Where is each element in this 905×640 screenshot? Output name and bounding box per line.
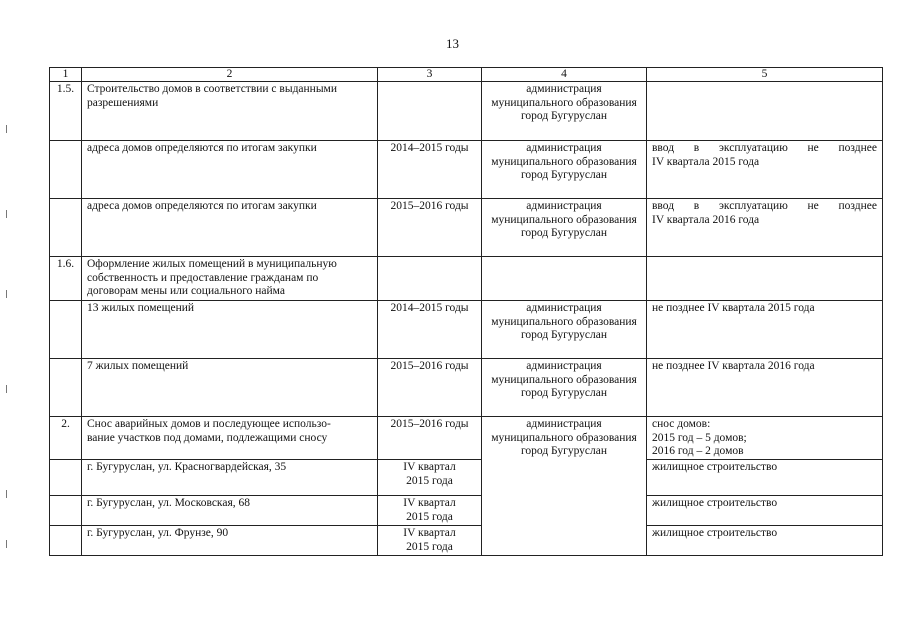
row-period bbox=[378, 257, 482, 301]
binding-mark bbox=[6, 540, 7, 548]
row-result: не позднее IV квартала 2016 года bbox=[647, 359, 883, 417]
header-cell-5: 5 bbox=[647, 68, 883, 82]
row-description: г. Бугуруслан, ул. Красногвардейская, 35 bbox=[82, 460, 378, 496]
row-result bbox=[647, 82, 883, 141]
header-cell-3: 3 bbox=[378, 68, 482, 82]
table-header-row bbox=[50, 68, 883, 82]
row-result: жилищное строительство bbox=[647, 496, 883, 526]
table-row bbox=[50, 526, 883, 556]
row-result: жилищное строительство bbox=[647, 460, 883, 496]
result-line: ввод в эксплуатацию не позднее bbox=[652, 142, 877, 154]
row-description: 7 жилых помещений bbox=[82, 359, 378, 417]
description-line: Снос аварийных домов и последующее использо- bbox=[87, 418, 331, 430]
header-cell-1: 1 bbox=[50, 68, 82, 82]
row-period bbox=[378, 526, 482, 556]
row-period: 2015–2016 годы bbox=[378, 199, 482, 257]
table-row bbox=[50, 257, 883, 301]
row-period bbox=[378, 82, 482, 141]
program-table bbox=[49, 67, 883, 556]
row-responsible: администрация муниципального образования город Бугуруслан bbox=[482, 301, 647, 359]
row-number bbox=[50, 301, 82, 359]
row-number bbox=[50, 199, 82, 257]
row-responsible: администрация муниципального образования город Бугуруслан bbox=[482, 417, 647, 556]
row-result bbox=[647, 199, 883, 257]
period-line: 2015 года bbox=[406, 540, 453, 553]
result-line: IV квартала 2015 года bbox=[652, 155, 760, 168]
period-line: IV квартал bbox=[403, 497, 456, 509]
row-number bbox=[50, 141, 82, 199]
binding-mark bbox=[6, 210, 7, 218]
row-number bbox=[50, 460, 82, 496]
row-number: 1.5. bbox=[50, 82, 82, 141]
row-number: 1.6. bbox=[50, 257, 82, 301]
period-line: IV квартал bbox=[403, 461, 456, 473]
binding-mark bbox=[6, 385, 7, 393]
table-row bbox=[50, 417, 883, 460]
table-row bbox=[50, 199, 883, 257]
description-line: вание участков под домами, подлежащими сносу bbox=[87, 431, 328, 444]
binding-mark bbox=[6, 290, 7, 298]
row-responsible: администрация муниципального образования город Бугуруслан bbox=[482, 82, 647, 141]
row-period bbox=[378, 460, 482, 496]
binding-mark bbox=[6, 490, 7, 498]
period-line: 2015 года bbox=[406, 510, 453, 523]
row-number bbox=[50, 526, 82, 556]
row-period: 2014–2015 годы bbox=[378, 141, 482, 199]
table-row bbox=[50, 359, 883, 417]
row-result bbox=[647, 257, 883, 301]
table-row bbox=[50, 496, 883, 526]
binding-mark bbox=[6, 125, 7, 133]
row-description: 13 жилых помещений bbox=[82, 301, 378, 359]
table-row bbox=[50, 460, 883, 496]
row-description: г. Бугуруслан, ул. Фрунзе, 90 bbox=[82, 526, 378, 556]
row-result bbox=[647, 141, 883, 199]
row-period: 2014–2015 годы bbox=[378, 301, 482, 359]
result-line: 2015 год – 5 домов; bbox=[652, 431, 747, 444]
table-row bbox=[50, 82, 883, 141]
row-description bbox=[82, 417, 378, 460]
row-description: адреса домов определяются по итогам закупки bbox=[82, 199, 378, 257]
row-result: не позднее IV квартала 2015 года bbox=[647, 301, 883, 359]
table-row bbox=[50, 301, 883, 359]
row-description: Строительство домов в соответствии с выданными разрешениями bbox=[82, 82, 378, 141]
row-number bbox=[50, 359, 82, 417]
row-period: 2015–2016 годы bbox=[378, 417, 482, 460]
result-line: 2016 год – 2 домов bbox=[652, 445, 744, 458]
period-line: 2015 года bbox=[406, 474, 453, 487]
table-row bbox=[50, 141, 883, 199]
result-line: снос домов: bbox=[652, 418, 711, 430]
page-number: 13 bbox=[446, 36, 459, 51]
row-description: г. Бугуруслан, ул. Московская, 68 bbox=[82, 496, 378, 526]
row-number: 2. bbox=[50, 417, 82, 460]
row-responsible: администрация муниципального образования город Бугуруслан bbox=[482, 199, 647, 257]
result-line: IV квартала 2016 года bbox=[652, 213, 760, 226]
header-cell-2: 2 bbox=[82, 68, 378, 82]
row-responsible: администрация муниципального образования город Бугуруслан bbox=[482, 359, 647, 417]
row-result bbox=[647, 417, 883, 460]
row-period bbox=[378, 496, 482, 526]
row-responsible bbox=[482, 257, 647, 301]
period-line: IV квартал bbox=[403, 527, 456, 539]
row-description: адреса домов определяются по итогам закупки bbox=[82, 141, 378, 199]
row-description: Оформление жилых помещений в муниципальную собственность и предоставление гражданам по договорам мены или социального найма bbox=[82, 257, 378, 301]
row-number bbox=[50, 496, 82, 526]
row-responsible: администрация муниципального образования город Бугуруслан bbox=[482, 141, 647, 199]
row-period: 2015–2016 годы bbox=[378, 359, 482, 417]
result-line: ввод в эксплуатацию не позднее bbox=[652, 200, 877, 212]
header-cell-4: 4 bbox=[482, 68, 647, 82]
row-result: жилищное строительство bbox=[647, 526, 883, 556]
